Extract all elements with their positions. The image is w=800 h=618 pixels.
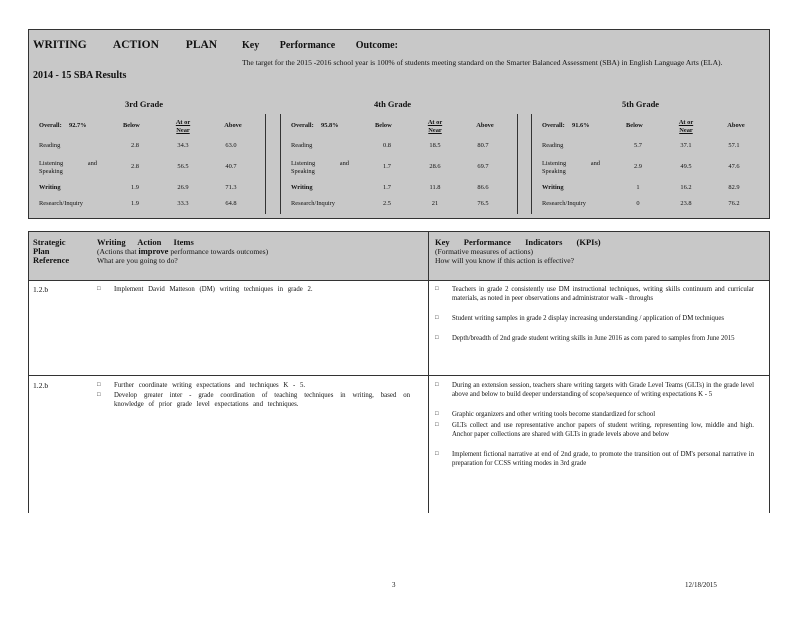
strategic-plan-ref: 1.2.b [33,285,49,294]
value-above: 57.1 [728,142,740,149]
action-bullet-icon: □ [97,382,101,388]
row-label: Listening and Speaking [39,160,97,175]
value-above: 47.6 [728,163,740,170]
value-above: 69.7 [477,163,489,170]
value-above: 40.7 [225,163,237,170]
value-above: 86.6 [477,184,489,191]
kpi-bullet-icon: □ [435,315,439,322]
page-number: 3 [392,581,396,589]
kpi-bullet-icon: □ [435,411,439,418]
col-kpi-header [435,238,755,265]
value-below: 1 [636,184,640,191]
value-near: 18.5 [429,142,441,149]
sba-results-label: 2014 - 15 SBA Results [33,70,127,81]
value-near: 34.3 [177,142,189,149]
action-table [28,231,770,513]
col-strategic-plan-label: Strategic Plan Reference [33,237,70,265]
value-above: 82.9 [728,184,740,191]
col-action-items-sub-b: performance towards outcomes) [170,247,269,256]
row-label: Listening and Speaking [542,160,600,175]
col-near-header: At or Near [427,119,443,134]
overall-label: Overall: [291,122,314,129]
value-near: 11.8 [429,184,441,191]
kpi-item: Implement fictional narrative at end of 2nd grade, to promote the transition out of DM's personal narrative in preparation for CCSS writing modes in 3rd grade [452,450,754,468]
value-near: 26.9 [177,184,189,191]
kpi-item: During an extension session, teachers share writing targets with Grade Level Teams (GLTs) in the grade level above and below to build deeper understanding of scope/sequence of writing expectations K - 5 [452,382,754,399]
value-above: 64.8 [225,200,237,207]
overall-value: 95.8% [321,122,339,129]
value-below: 2.8 [131,142,139,149]
value-near: 56.5 [177,163,189,170]
footer-date: 12/18/2015 [685,581,717,589]
value-below: 1.7 [383,184,391,191]
col-action-items-sub-a: (Actions that [97,247,137,256]
action-item: Implement David Matteson (DM) writing techniques in grade 2. [114,286,313,293]
value-near: 28.6 [429,163,441,170]
overall-label: Overall: [542,122,565,129]
panel-divider-left [531,114,532,214]
col-near-header: At or Near [175,119,191,134]
kpo-text: The target for the 2015 -2016 school year is 100% of students meeting standard on the Smarter Balanced Assessment (SBA) in English Language Arts (ELA). [242,58,723,67]
value-below: 1.7 [383,163,391,170]
value-above: 63.0 [225,142,237,149]
row-label: Writing [39,184,61,191]
row-label: Reading [542,142,564,149]
row-label: Reading [39,142,61,149]
col-action-items-header [97,238,417,265]
value-near: 21 [431,200,439,207]
row-label: Writing [291,184,313,191]
panel-divider-right [517,114,518,214]
col-near-header: At or Near [678,119,694,134]
value-below: 2.8 [131,163,139,170]
grade-panel [33,114,263,214]
row-label: Research/Inquiry [39,200,84,207]
grade-title: 5th Grade [622,99,660,109]
table-border-right [769,231,770,513]
table-divider [428,231,429,513]
row-label: Reading [291,142,313,149]
action-item: Further coordinate writing expectations and techniques K - 5. [114,382,306,389]
value-above: 76.5 [477,200,489,207]
action-bullet-icon: □ [97,286,101,292]
value-below: 1.9 [131,200,139,207]
col-below-header: Below [375,122,392,129]
value-near: 16.2 [680,184,692,191]
value-near: 23.8 [680,200,692,207]
col-below-header: Below [626,122,643,129]
value-below: 2.9 [634,163,642,170]
grade-title: 4th Grade [374,99,412,109]
col-above-header: Above [224,122,242,129]
value-near: 49.5 [680,163,692,170]
grade-panel [536,114,766,214]
kpi-bullet-icon: □ [435,286,439,292]
plan-title: WRITING ACTION PLAN [33,39,218,51]
panel-divider-right [769,114,770,214]
value-near: 33.3 [177,200,189,207]
col-kpi-question: How will you know if this action is effective? [435,256,575,265]
overall-value: 91.6% [572,122,590,129]
value-above: 71.3 [225,184,237,191]
col-action-items-sub-bold: improve [138,246,169,256]
action-bullet-icon: □ [97,392,101,398]
kpi-bullet-icon: □ [435,335,439,341]
col-kpi-sub: (Formative measures of actions) [435,247,534,256]
panel-divider-left [280,114,281,214]
table-row-divider [28,375,770,376]
value-below: 1.9 [131,184,139,191]
table-border-left [28,231,29,513]
overall-value: 92.7% [69,122,87,129]
strategic-plan-ref: 1.2.b [33,381,49,390]
overall-label: Overall: [39,122,62,129]
grade-panel [285,114,515,214]
kpi-item: Teachers in grade 2 consistently use DM instructional techniques, writing skills continuum and curricular materials, as noted in peer observations and administrator walk - throughs [452,286,754,303]
col-above-header: Above [727,122,745,129]
kpi-bullet-icon: □ [435,421,439,428]
row-label: Listening and Speaking [291,160,349,175]
action-item: Develop greater inter - grade coordination of teaching techniques in writing, based on knowledge of prior grade level expectations and techniques. [114,392,410,409]
kpi-bullet-icon: □ [435,382,439,388]
row-label: Research/Inquiry [291,200,336,207]
col-action-items-title: Writing Action Items [97,237,194,247]
panel-divider-right [265,114,266,214]
value-above: 80.7 [477,142,489,149]
value-near: 37.1 [680,142,692,149]
value-below: 2.5 [383,200,391,207]
value-above: 76.2 [728,200,740,207]
col-above-header: Above [476,122,494,129]
value-below: 5.7 [634,142,642,149]
col-below-header: Below [123,122,140,129]
kpi-item: GLTs collect and use representative anchor papers of student writing, representing low, middle and high. Anchor paper collections are shared with GLTs in grade levels above and below [452,421,754,438]
kpo-title: Key Performance Outcome: [242,40,398,51]
value-below: 0.8 [383,142,391,149]
kpi-item: Student writing samples in grade 2 display increasing understanding / application of DM techniques [452,315,725,323]
col-kpi-title: Key Performance Indicators (KPIs) [435,237,601,247]
col-action-items-question: What are you going to do? [97,256,178,265]
kpi-item: Depth/breadth of 2nd grade student writing skills in June 2016 as com pared to samples from June 2015 [452,335,735,342]
grade-title: 3rd Grade [125,99,164,109]
kpi-bullet-icon: □ [435,450,439,457]
value-below: 0 [636,200,640,207]
row-label: Writing [542,184,564,191]
row-label: Research/Inquiry [542,200,587,207]
kpi-item: Graphic organizers and other writing tools become standardized for school [452,411,656,419]
col-strategic-plan-header [33,238,83,265]
